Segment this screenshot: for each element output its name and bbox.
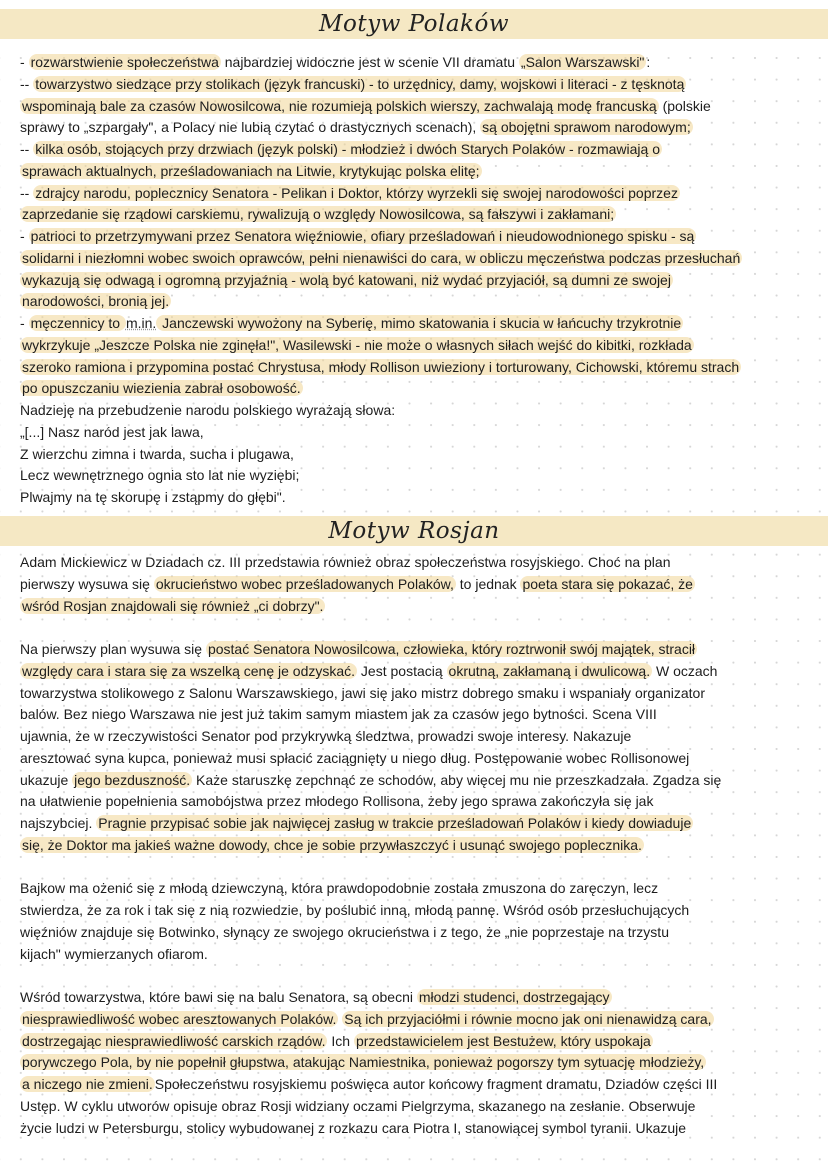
section-title: Motyw Polaków (318, 11, 510, 37)
text-segment: sprawy to „szpargały", a Polacy nie lubią czytać o drastycznych scenach), (20, 119, 481, 136)
highlighted-text: wśród Rosjan znajdowali się również „ci dobrzy". (22, 597, 324, 614)
text-line (20, 335, 694, 355)
text-segment: Nadzieję na przebudzenie narodu polskiego wyrażają słowa: (20, 402, 396, 418)
text-segment: Plwajmy na tę skorupę i zstąpmy do głębi". (20, 489, 286, 505)
text-line (20, 704, 657, 724)
section-heading-poles (0, 9, 828, 39)
text-line (20, 1052, 706, 1072)
highlighted-text: wspominają bale za czasów Nowosilcowa, nie rozumieją polskich wierszy, zachwalają modę francuską (22, 97, 657, 114)
text-line (20, 639, 697, 659)
section-title: Motyw Rosjan (328, 518, 500, 544)
highlighted-text: porywczego Pola, by nie popełnił głupstwa, atakując Namiestnika, ponieważ pogorszy tym sytuację młodzieży, (22, 1054, 705, 1071)
text-line (20, 96, 711, 116)
text-line (20, 661, 717, 681)
text-segment: W oczach (652, 662, 718, 679)
text-segment: - (20, 315, 29, 331)
text-line (20, 313, 683, 333)
highlighted-text: względy cara i stara się za wszelką cenę je odzyskać. (22, 662, 356, 679)
highlighted-text: poeta stara się pokazać, że (522, 575, 693, 592)
text-line (20, 183, 680, 203)
text-line (20, 791, 653, 811)
text-line (20, 357, 741, 377)
highlighted-text: solidarni i niezłomni wobec swoich oprawców, pełni nienawiści do cara, w obliczu męczeństwa podczas przesłuchań (22, 249, 741, 266)
highlighted-text: są obojętni sprawom narodowym; (482, 119, 691, 136)
text-segment: to jednak (455, 575, 521, 592)
highlighted-text: męczennicy to (30, 315, 124, 331)
text-segment: ujawnia, że w rzeczywistości Senator pod przykrywką śledztwa, prowadzi swoje interesy. Nakazuje (20, 728, 632, 744)
text-segment: aresztować syna kupca, ponieważ musi spłacić zaciągnięty u niego dług. Postępowanie wobec Rollisonowej (20, 749, 690, 766)
text-segment: Adam Mickiewicz w Dziadach cz. III przedstawia również obraz społeczeństwa rosyjskiego. Choć na plan (20, 554, 671, 570)
text-line (20, 226, 696, 246)
highlighted-text: przedstawicielem jest Bestużew, który uspokaja (355, 1032, 651, 1049)
text-segment: Bajkow ma ożenić się z młodą dziewczyną, która prawdopodobnie została zmuszona do zaręczyn, lecz (20, 880, 659, 897)
highlighted-text: dostrzegając niesprawiedliwość carskich rządów. (22, 1032, 326, 1049)
highlighted-text: sprawach aktualnych, prześladowaniach na Litwie, krytykując polska elitę; (22, 162, 480, 179)
text-segment: -- (20, 141, 34, 157)
text-segment: najbardziej widoczne jest w scenie VII dramatu (220, 54, 519, 70)
text-segment: Społeczeństwu rosyjskiemu poświęca autor końcowy fragment dramatu, Dziadów części III (154, 1076, 718, 1092)
highlighted-text: jego bezduszność. (74, 771, 191, 788)
highlighted-text: zdrajcy narodu, poplecznicy Senatora - Pelikan i Doktor, którzy wyrzekli się swojej narodowości poprzez (35, 184, 678, 201)
highlighted-text: okrutną, zakłamaną i dwulicową. (448, 662, 651, 679)
text-segment: Jest postacią (357, 662, 447, 679)
text-segment: -- (20, 75, 34, 92)
text-segment: balów. Bez niego Warszawa nie jest już takim samym miastem jak za czasów jego bytności. Scena VIII (20, 706, 657, 723)
text-segment: „[...] Nasz naród jest jak lawa, (20, 423, 204, 440)
text-segment: Ich (327, 1032, 354, 1049)
text-segment: życie ludzi w Petersburgu, stolicy wybudowanej z rozkazu cara Piotra I, stanowiącej symbol tyranii. Ukazuje (20, 1119, 687, 1136)
text-line (20, 1074, 717, 1094)
text-line (20, 139, 662, 159)
text-line (20, 1118, 686, 1138)
text-line (20, 465, 299, 485)
text-segment: więźniów znajduje się Botwinko, słynący ze swojego okrucieństwa i z tego, że „nie poprzestaje na trzystu (20, 923, 669, 940)
text-segment: -- (20, 184, 34, 201)
text-line (20, 117, 693, 137)
text-line (20, 422, 204, 442)
highlighted-text: szeroko ramiona i przypomina postać Chrystusa, młody Rollison uwieziony i torturowany, Cichowski, któremu strach (22, 358, 740, 375)
text-line (20, 922, 669, 942)
text-line (20, 52, 650, 72)
text-line (20, 835, 644, 855)
text-segment: Ustęp. W cyklu utworów opisuje obraz Rosji widziany oczami Pielgrzyma, skazanego na zesłanie. Obserwuje (20, 1097, 696, 1114)
highlighted-text: wykazują się odwagą i ogromną przyjaźnią - wolą być katowani, niż wydać przyjaciół, są dumni ze swojej (22, 271, 671, 288)
highlighted-text: wykrzykuje „Jeszcze Polska nie zginęła!", Wasilewski - nie może o własnych siłach wejść do kibitki, rozkłada (22, 336, 692, 353)
highlighted-text: patrioci to przetrzymywani przez Senatora więźniowie, ofiary prześladowań i nieudowodnionego spisku - są (30, 228, 695, 244)
text-segment: stwierdza, że za rok i tak się z nią rozwiedzie, by poślubić inną, młodą pannę. Wśród osób przesłuchujących (20, 902, 690, 918)
text-line (20, 552, 671, 572)
highlighted-text: narodowości, bronią jej. (22, 293, 170, 310)
highlighted-text: zaprzedanie się rządowi carskiemu, rywalizują o względy Nowosilcowa, są fałszywi i zakłamani; (22, 206, 615, 223)
highlighted-text: okrucieństwo wobec prześladowanych Polaków, (155, 575, 454, 592)
text-line (20, 813, 693, 833)
section-heading-russians (0, 516, 828, 546)
text-line (20, 748, 689, 768)
text-line (20, 204, 616, 224)
highlighted-text: „Salon Warszawski" (520, 54, 645, 70)
text-line (20, 1031, 653, 1051)
text-segment: Lecz wewnętrznego ognia sto lat nie wyziębi; (20, 467, 300, 484)
text-segment: kijach" wymierzanych ofiarom. (20, 945, 208, 962)
text-line (20, 1009, 714, 1029)
text-segment: - (20, 54, 29, 70)
text-segment: m.in. (125, 315, 157, 331)
text-segment: Na pierwszy plan wysuwa się (20, 641, 206, 657)
text-line (20, 770, 721, 790)
highlighted-text: towarzystwo siedzące przy stolikach (język francuski) - to urzędnicy, damy, wojskowi i literaci - z tęsknotą (35, 75, 685, 92)
text-line (20, 161, 482, 181)
text-line (20, 248, 742, 268)
highlighted-text: po opuszczaniu wiezienia zabrał osobowość. (22, 380, 301, 397)
highlighted-text: niesprawiedliwość wobec aresztowanych Polaków. (22, 1010, 337, 1027)
text-segment: Każe staruszkę zepchnąć ze schodów, aby więcej mu nie przeszkadzała. Zgadza się (192, 771, 722, 788)
text-line (20, 726, 631, 746)
text-segment: na ułatwienie popełnienia samobójstwa przez młodego Rollisona, żeby jego sprawa zakończyła się jak (20, 793, 654, 810)
text-line (20, 400, 395, 420)
highlighted-text: młodzi studenci, dostrzegający (418, 989, 610, 1005)
text-line (20, 944, 208, 964)
text-segment: - (20, 228, 29, 244)
highlighted-text: rozwarstwienie społeczeństwa (30, 54, 219, 70)
text-segment: : (646, 54, 651, 70)
text-line (20, 291, 171, 311)
text-line (20, 270, 673, 290)
text-segment: pierwszy wysuwa się (20, 575, 154, 592)
highlighted-text: się, że Doktor ma jakieś ważne dowody, chce je sobie przywłaszczyć i usunąć swojego poplecznika. (22, 836, 642, 853)
highlighted-text: Są ich przyjaciółmi i równie mocno jak oni nienawidzą cara, (344, 1010, 712, 1027)
text-segment: najszybciej. (20, 815, 97, 831)
text-line (20, 1096, 695, 1116)
text-line (20, 878, 658, 898)
text-line (20, 596, 325, 616)
highlighted-text: Janczewski wywożony na Syberię, mimo skatowania i skucia w łańcuchy trzykrotnie (158, 315, 682, 331)
text-line (20, 444, 294, 464)
text-segment: ukazuje (20, 771, 73, 788)
text-line (20, 74, 686, 94)
text-line (20, 683, 705, 703)
text-segment: Z wierzchu zimna i twarda, sucha i plugawa, (20, 445, 294, 462)
text-segment: towarzystwa stolikowego z Salonu Warszawskiego, jawi się jako mistrz dobrego smaku i wspaniały organizator (20, 684, 705, 701)
text-line (20, 378, 303, 398)
text-line (20, 487, 286, 507)
text-line (20, 900, 689, 920)
highlighted-text: Pragnie przypisać sobie jak najwięcej zasług w trakcie prześladowań Polaków i kiedy dowiaduje (98, 815, 692, 831)
highlighted-text: postać Senatora Nowosilcowa, człowieka, który roztrwonił swój majątek, stracił (207, 641, 696, 657)
highlighted-text: a niczego nie zmieni. (22, 1076, 153, 1092)
text-segment: (polskie (658, 97, 711, 114)
text-line (20, 574, 695, 594)
text-segment: Wśród towarzystwa, które bawi się na balu Senatora, są obecni (20, 989, 417, 1005)
text-line (20, 987, 612, 1007)
highlighted-text: kilka osób, stojących przy drzwiach (język polski) - młodzież i dwóch Starych Polaków - rozmawiają o (35, 141, 660, 157)
